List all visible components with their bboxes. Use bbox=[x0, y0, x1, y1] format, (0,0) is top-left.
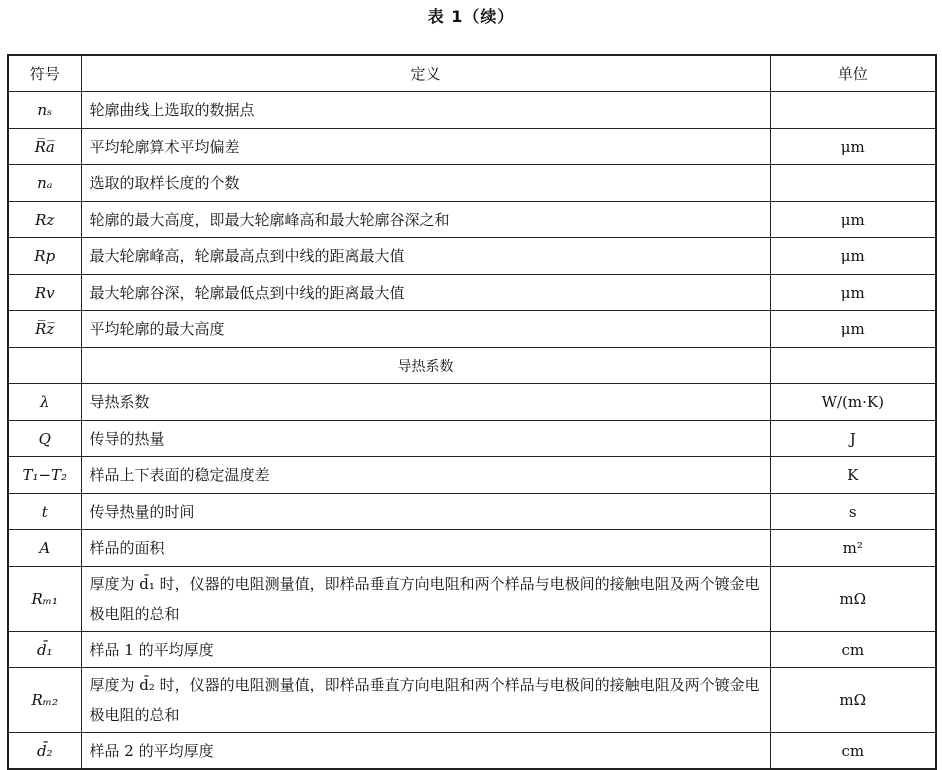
unit-cell: s bbox=[770, 494, 936, 530]
definition-cell: 样品 1 的平均厚度 bbox=[81, 632, 770, 668]
symbol-cell: λ bbox=[8, 384, 81, 421]
unit-cell: μm bbox=[770, 202, 936, 238]
definition-cell: 样品上下表面的稳定温度差 bbox=[81, 457, 770, 494]
table-header-row bbox=[8, 55, 936, 92]
unit-cell: cm bbox=[770, 733, 936, 770]
table-row bbox=[8, 384, 936, 421]
header-symbol: 符号 bbox=[8, 55, 81, 92]
table-row bbox=[8, 457, 936, 494]
definition-table bbox=[7, 54, 937, 770]
table-row bbox=[8, 494, 936, 530]
table-row bbox=[8, 238, 936, 275]
definition-cell: 样品的面积 bbox=[81, 530, 770, 567]
unit-cell: K bbox=[770, 457, 936, 494]
table-row bbox=[8, 311, 936, 348]
unit-cell: cm bbox=[770, 632, 936, 668]
table-row bbox=[8, 92, 936, 129]
symbol-cell: Q bbox=[8, 421, 81, 457]
table-row bbox=[8, 668, 936, 733]
unit-cell bbox=[770, 92, 936, 129]
symbol-cell: A bbox=[8, 530, 81, 567]
unit-cell: mΩ bbox=[770, 567, 936, 632]
section-title: 导热系数 bbox=[81, 348, 770, 384]
unit-cell: μm bbox=[770, 129, 936, 165]
table-row bbox=[8, 567, 936, 632]
definition-cell: 导热系数 bbox=[81, 384, 770, 421]
table-caption: 表 1（续） bbox=[427, 7, 515, 26]
unit-cell: W/(m·K) bbox=[770, 384, 936, 421]
unit-cell: J bbox=[770, 421, 936, 457]
definition-cell: 选取的取样长度的个数 bbox=[81, 165, 770, 202]
unit-cell: mΩ bbox=[770, 668, 936, 733]
symbol-cell: Rₘ₂ bbox=[8, 668, 81, 733]
unit-cell: μm bbox=[770, 311, 936, 348]
unit-cell bbox=[770, 165, 936, 202]
symbol-cell: Rv bbox=[8, 275, 81, 311]
table-row bbox=[8, 275, 936, 311]
definition-cell: 轮廓的最大高度，即最大轮廓峰高和最大轮廓谷深之和 bbox=[81, 202, 770, 238]
definition-cell: 平均轮廓的最大高度 bbox=[81, 311, 770, 348]
definition-cell: 样品 2 的平均厚度 bbox=[81, 733, 770, 770]
definition-cell: 最大轮廓峰高，轮廓最高点到中线的距离最大值 bbox=[81, 238, 770, 275]
header-definition: 定义 bbox=[81, 55, 770, 92]
table-row bbox=[8, 129, 936, 165]
definition-cell: 最大轮廓谷深，轮廓最低点到中线的距离最大值 bbox=[81, 275, 770, 311]
unit-cell: μm bbox=[770, 275, 936, 311]
symbol-cell: R̅z̅ bbox=[8, 311, 81, 348]
table-row bbox=[8, 733, 936, 770]
table-row bbox=[8, 202, 936, 238]
table-row bbox=[8, 165, 936, 202]
unit-cell: μm bbox=[770, 238, 936, 275]
unit-cell: m² bbox=[770, 530, 936, 567]
definition-cell: 厚度为 d̄₂ 时，仪器的电阻测量值，即样品垂直方向电阻和两个样品与电极间的接触电阻及两个镀金电极电阻的总和 bbox=[81, 668, 770, 733]
definition-cell: 轮廓曲线上选取的数据点 bbox=[81, 92, 770, 129]
symbol-cell: Rz bbox=[8, 202, 81, 238]
definition-cell: 传导热量的时间 bbox=[81, 494, 770, 530]
section-empty-cell bbox=[770, 348, 936, 384]
definition-cell: 传导的热量 bbox=[81, 421, 770, 457]
symbol-cell: d̄₁ bbox=[8, 632, 81, 668]
header-unit: 单位 bbox=[770, 55, 936, 92]
symbol-cell: T₁−T₂ bbox=[8, 457, 81, 494]
table-row bbox=[8, 632, 936, 668]
symbol-cell: t bbox=[8, 494, 81, 530]
symbol-cell: Rp bbox=[8, 238, 81, 275]
definition-cell: 厚度为 d̄₁ 时，仪器的电阻测量值，即样品垂直方向电阻和两个样品与电极间的接触电阻及两个镀金电极电阻的总和 bbox=[81, 567, 770, 632]
symbol-cell: nₛ bbox=[8, 92, 81, 129]
symbol-cell: R̅a̅ bbox=[8, 129, 81, 165]
symbol-cell: nₐ bbox=[8, 165, 81, 202]
table-row bbox=[8, 530, 936, 567]
section-empty-cell bbox=[8, 348, 81, 384]
definition-cell: 平均轮廓算术平均偏差 bbox=[81, 129, 770, 165]
table-row bbox=[8, 421, 936, 457]
symbol-cell: d̄₂ bbox=[8, 733, 81, 770]
symbol-cell: Rₘ₁ bbox=[8, 567, 81, 632]
section-header-row bbox=[8, 348, 936, 384]
